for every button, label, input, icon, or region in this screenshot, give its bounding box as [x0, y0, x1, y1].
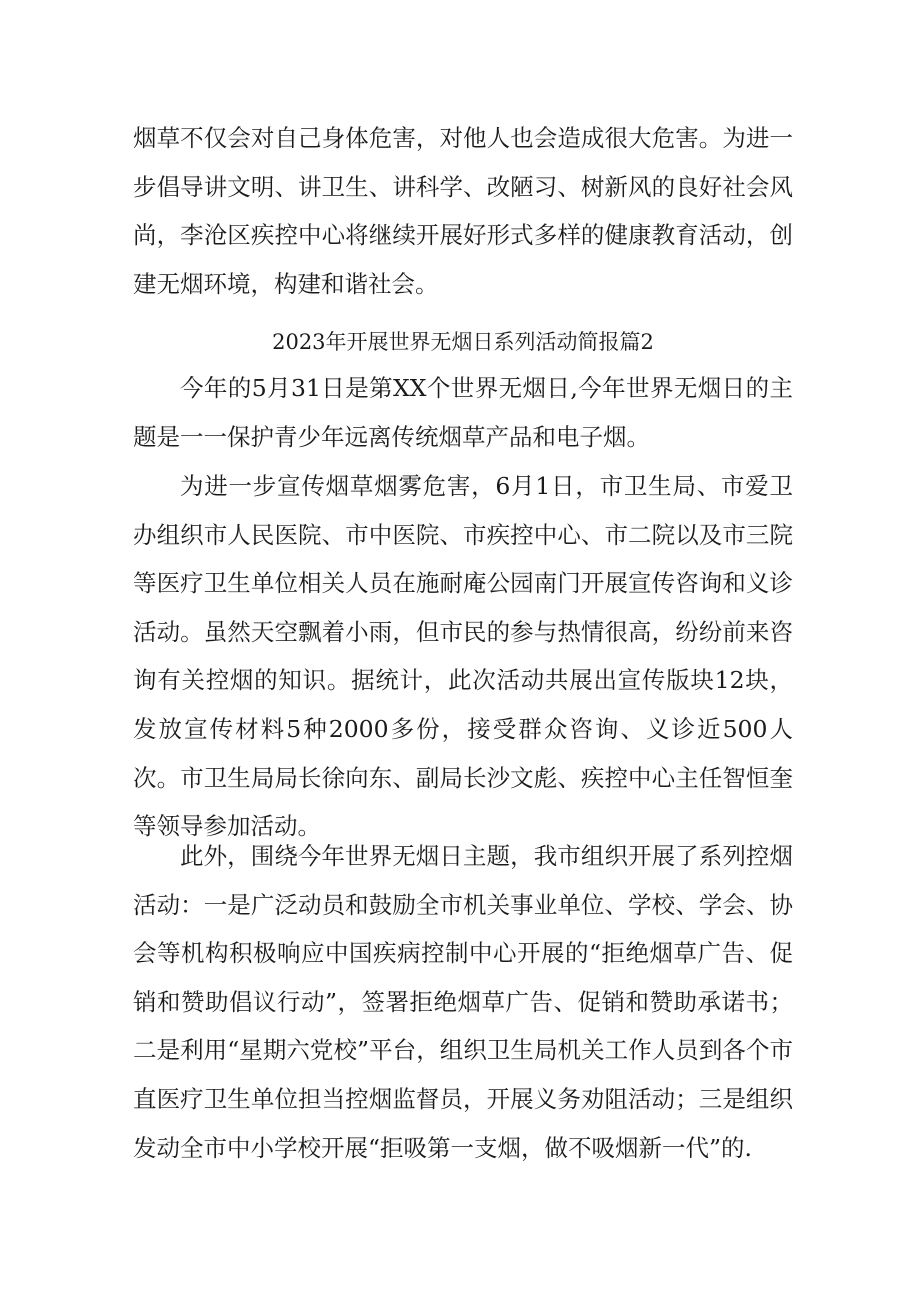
paragraph-campaigns: 此外，围绕今年世界无烟日主题，我市组织开展了系列控烟活动：一是广泛动员和鼓励全市机关事业单位、学校、学会、协会等机构积极响应中国疾病控制中心开展的“拒绝烟草广告、促销和赞助倡议行动”，签署拒绝烟草广告、促销和赞助承诺书；二是利用“星期六党校”平台，组织卫生局机关工作人员到各个市直医疗卫生单位担当控烟监督员，开展义务劝阻活动；三是组织发动全市中小学校开展“拒吸第一支烟，做不吸烟新一代”的.: [133, 842, 793, 1162]
paragraph-continued: 烟草不仅会对自己身体危害，对他人也会造成很大危害。为进一步倡导讲文明、讲卫生、讲科学、改陋习、树新风的良好社会风尚，李沧区疾控中心将继续开展好形式多样的健康教育活动，创建无烟环境，构建和谐社会。: [133, 124, 793, 298]
paragraph-activity: 为进一步宣传烟草烟雾危害，6月1日，市卫生局、市爱卫办组织市人民医院、市中医院、市疾控中心、市二院以及市三院等医疗卫生单位相关人员在施耐庵公园南门开展宣传咨询和义诊活动。虽然天空飘着小雨，但市民的参与热情很高，纷纷前来咨询有关控烟的知识。据统计，此次活动共展出宣传版块12块，发放宣传材料5种2000多份，接受群众咨询、义诊近500人次。市卫生局局长徐向东、副局长沙文彪、疾控中心主任智恒奎等领导参加活动。: [133, 472, 793, 841]
paragraph-theme: 今年的5月31日是第XX个世界无烟日,今年世界无烟日的主题是一一保护青少年远离传统烟草产品和电子烟。: [133, 374, 793, 451]
section-heading: 2023年开展世界无烟日系列活动简报篇2: [272, 330, 654, 354]
